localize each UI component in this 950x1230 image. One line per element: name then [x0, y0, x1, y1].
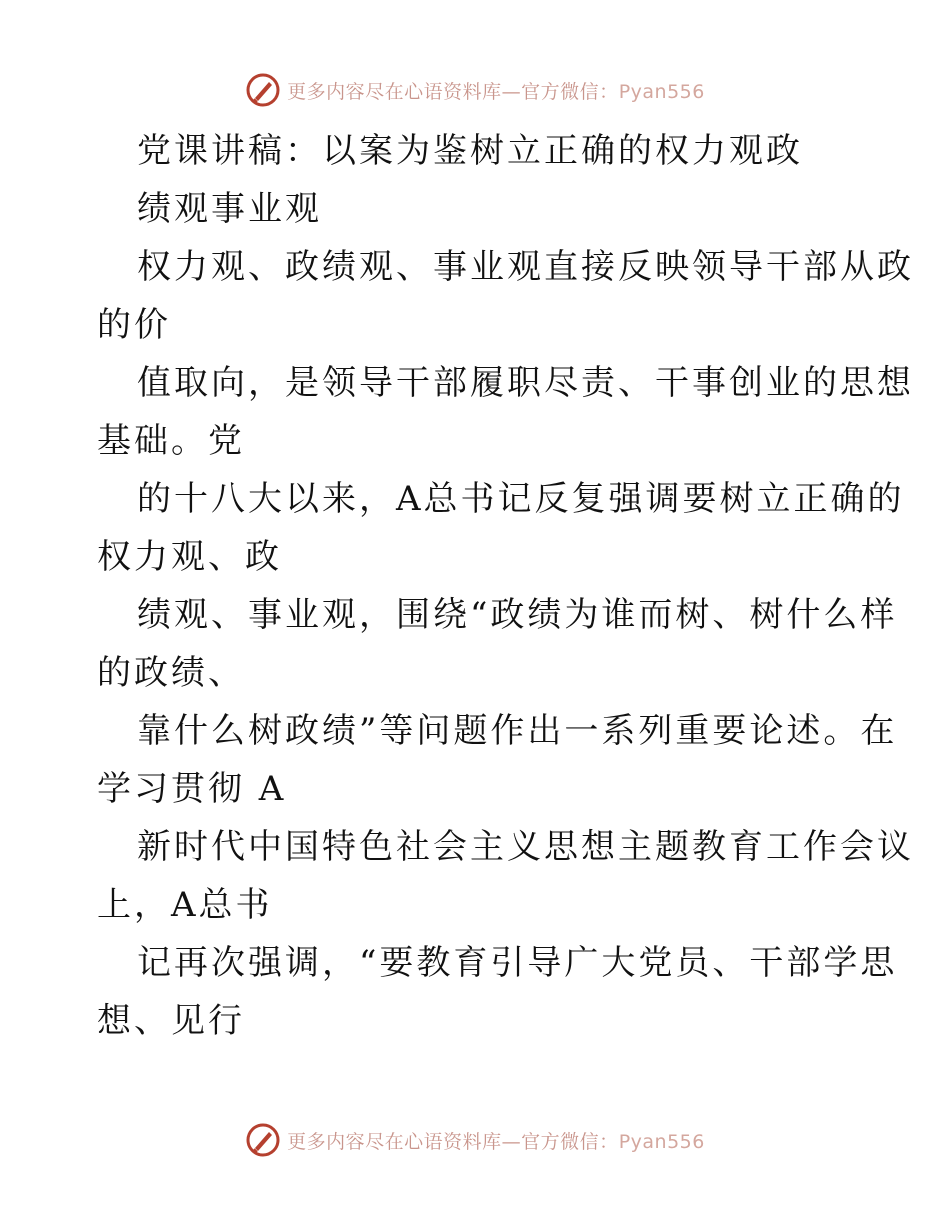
text-line: 基础。党: [97, 421, 245, 461]
text-line: 绩观事业观: [137, 189, 322, 229]
pen-logo-icon: [245, 72, 281, 108]
text-line: 值取向，是领导干部履职尽责、干事创业的思想: [137, 363, 914, 403]
text-line: 学习贯彻 A: [97, 769, 287, 809]
watermark-text: 更多内容尽在心语资料库—官方微信：Pyan556: [287, 80, 705, 103]
text-line: 上，A总书: [97, 885, 273, 925]
text-line: 党课讲稿：以案为鉴树立正确的权力观政: [137, 131, 803, 171]
text-line: 记再次强调，“要教育引导广大党员、干部学思: [137, 943, 898, 983]
text-line: 的政绩、: [97, 653, 245, 693]
text-line: 的价: [97, 305, 171, 345]
watermark-text: 更多内容尽在心语资料库—官方微信：Pyan556: [287, 1130, 705, 1153]
document-body: [97, 122, 914, 1050]
text-line: 权力观、政: [97, 537, 282, 577]
footer-watermark: [0, 1118, 950, 1162]
pen-logo-icon: [245, 1122, 281, 1158]
text-line: 想、见行: [97, 1001, 245, 1041]
text-line: 新时代中国特色社会主义思想主题教育工作会议: [137, 827, 914, 867]
text-line: 权力观、政绩观、事业观直接反映领导干部从政: [137, 247, 914, 287]
text-line: 靠什么树政绩”等问题作出一系列重要论述。在: [137, 711, 898, 751]
text-line: 的十八大以来，A总书记反复强调要树立正确的: [137, 479, 905, 519]
header-watermark: [0, 68, 950, 112]
text-line: 绩观、事业观，围绕“政绩为谁而树、树什么样: [137, 595, 898, 635]
